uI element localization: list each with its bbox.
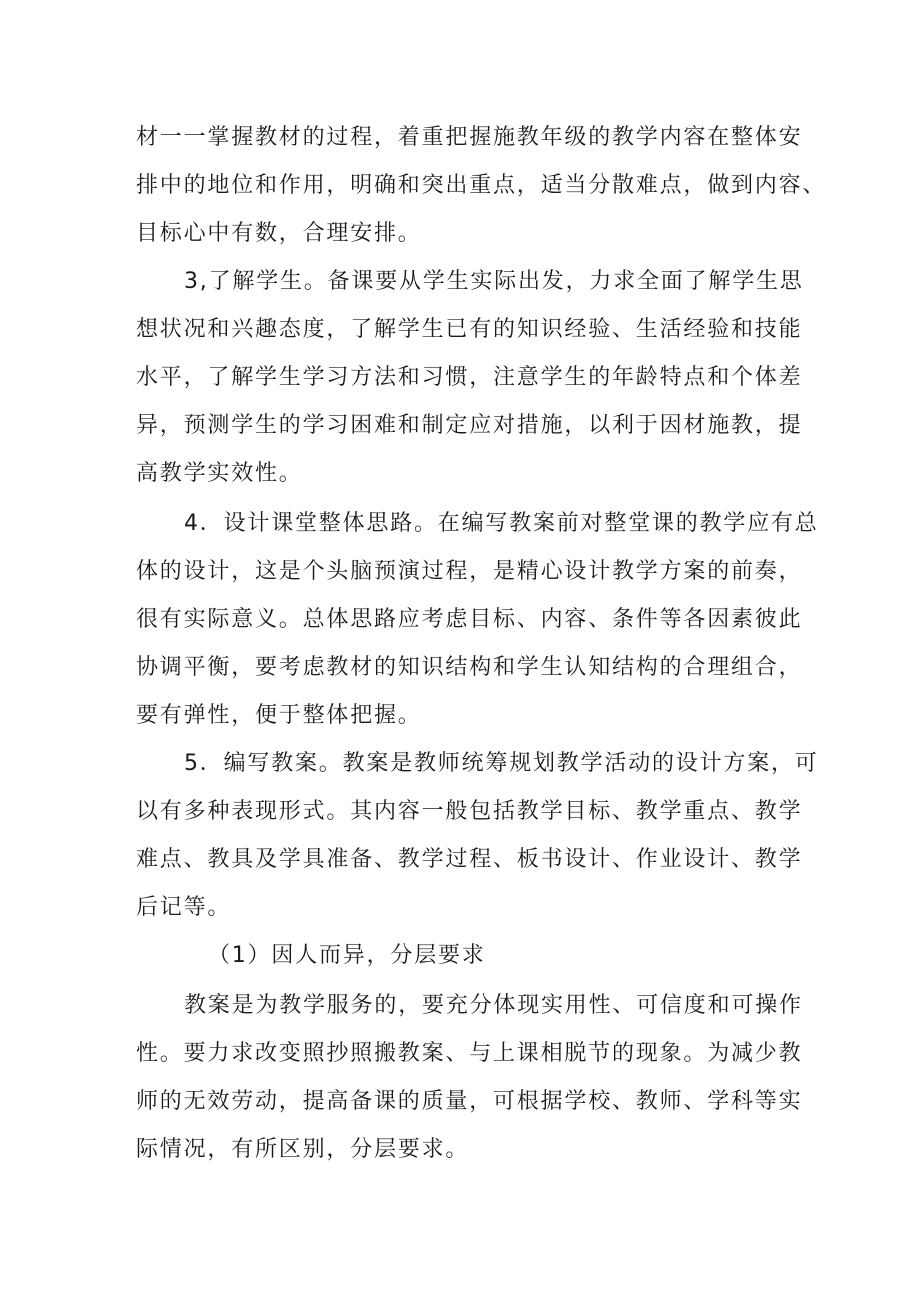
- text-line: 排中的地位和作用，明确和突出重点，适当分散难点，做到内容、: [136, 173, 827, 198]
- text-line: 以有多种表现形式。其内容一般包括教学目标、教学重点、教学: [136, 799, 803, 824]
- section-heading: （1）因人而异，分层要求: [208, 943, 486, 968]
- text-line: 高教学实效性。: [136, 461, 303, 486]
- text-line: 目标心中有数，合理安排。: [136, 221, 422, 246]
- text-line: 性。要力求改变照抄照搬教案、与上课相脱节的现象。为减少教: [136, 1041, 803, 1066]
- text-line: 很有实际意义。总体思路应考虑目标、内容、条件等各因素彼此: [136, 607, 803, 632]
- text-line: 想状况和兴趣态度，了解学生已有的知识经验、生活经验和技能: [136, 317, 803, 342]
- text-line: 体的设计，这是个头脑预演过程，是精心设计教学方案的前奏，: [136, 559, 803, 584]
- text-line: 际情况，有所区别，分层要求。: [136, 1137, 470, 1162]
- text-line: 后记等。: [136, 895, 232, 920]
- text-line: 水平，了解学生学习方法和习惯，注意学生的年龄特点和个体差: [136, 365, 803, 390]
- text-line: 教案是为教学服务的，要充分体现实用性、可信度和可操作: [184, 993, 803, 1018]
- text-line: 要有弹性，便于整体把握。: [136, 703, 422, 728]
- text-line: 师的无效劳动，提高备课的质量，可根据学校、教师、学科等实: [136, 1089, 803, 1114]
- text-line: 协调平衡，要考虑教材的知识结构和学生认知结构的合理组合，: [136, 655, 803, 680]
- text-line: 3,了解学生。备课要从学生实际出发，力求全面了解学生思: [184, 269, 804, 294]
- text-line: 5．编写教案。教案是教师统筹规划教学活动的设计方案，可: [184, 751, 819, 776]
- text-line: 难点、教具及学具准备、教学过程、板书设计、作业设计、教学: [136, 847, 803, 872]
- text-line: 材一一掌握教材的过程，着重把握施教年级的教学内容在整体安: [136, 125, 803, 150]
- text-line: 异，预测学生的学习困难和制定应对措施，以利于因材施教，提: [136, 413, 803, 438]
- text-line: 4．设计课堂整体思路。在编写教案前对整堂课的教学应有总: [184, 511, 819, 536]
